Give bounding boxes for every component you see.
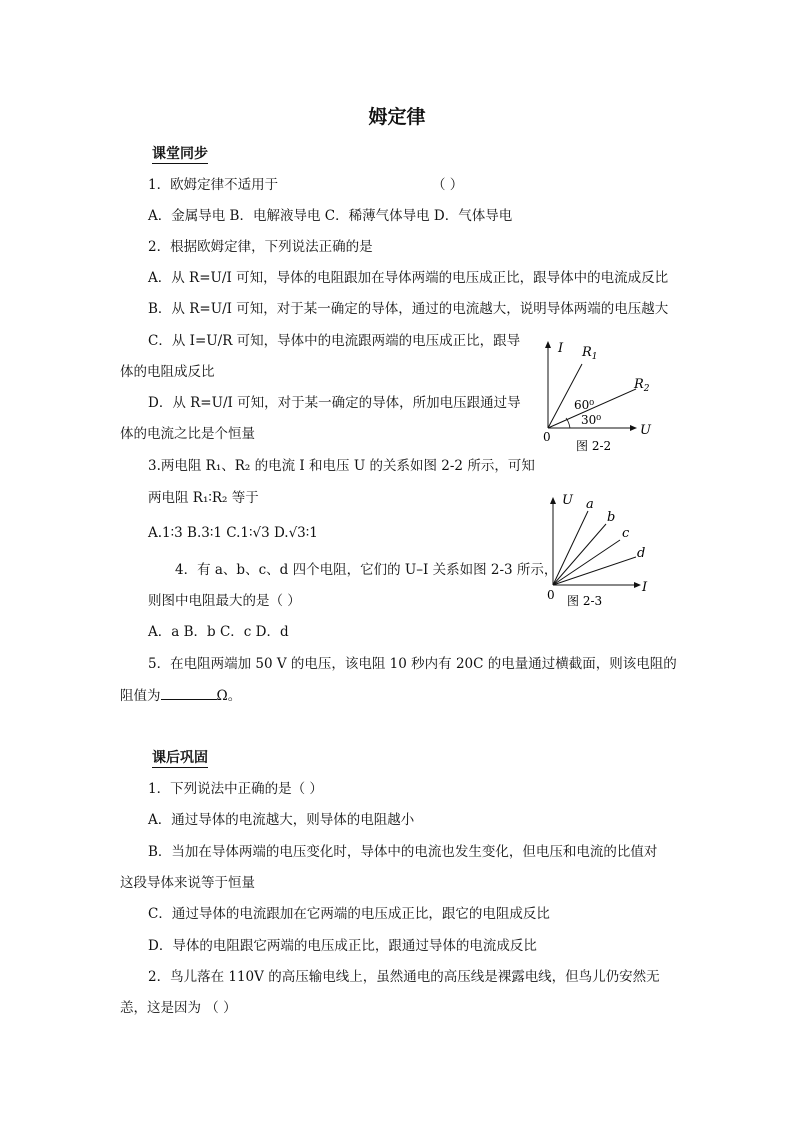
q4-stem-line1: 4．有 a、b、c、d 四个电阻，它们的 U–I 关系如图 2-3 所示，: [175, 562, 558, 578]
q2-option-c-line2: 体的电阻成反比: [120, 364, 215, 380]
s2-q1-option-d: D．导体的电阻跟它两端的电压成正比，跟通过导体的电流成反比: [148, 938, 537, 954]
fig23-label-b: b: [607, 510, 616, 525]
q2-option-a: A．从 R=U/I 可知，导体的电阻跟加在导体两端的电压成正比，跟导体中的电流成反比: [148, 270, 669, 286]
s2-q1-option-b-line1: B．当加在导体两端的电压变化时，导体中的电流也发生变化，但电压和电流的比值对: [148, 844, 658, 860]
section-heading-text: 课后巩固: [152, 750, 208, 766]
q3-options: A.1∶3 B.3∶1 C.1∶√3 D.√3∶1: [148, 525, 318, 541]
section-heading-after-class: [152, 749, 208, 768]
q1-options: A．金属导电 B．电解液导电 C．稀薄气体导电 D．气体导电: [148, 208, 513, 224]
q5-line2-suffix: Ω。: [216, 688, 242, 704]
s2-q2-line2: 恙，这是因为 （ ）: [120, 1000, 237, 1016]
q5-answer-blank[interactable]: [161, 687, 217, 700]
fig22-r2-label: $R_2$: [634, 377, 650, 394]
q1-stem: 1．欧姆定律不适用于: [148, 177, 279, 193]
q4-options: A．a B．b C．c D．d: [148, 624, 289, 640]
fig22-r1-label: $R_1$: [582, 345, 598, 362]
q5-line1: 5．在电阻两端加 50 V 的电压，该电阻 10 秒内有 20C 的电量通过横截面，则该电阻的: [148, 656, 677, 672]
q3-stem-line2: 两电阻 R₁∶R₂ 等于: [148, 490, 259, 506]
s2-q1-option-a: A．通过导体的电流越大，则导体的电阻越小: [148, 812, 415, 828]
q2-option-c-line1: C．从 I=U/R 可知，导体中的电流跟两端的电压成正比，跟导: [148, 333, 521, 349]
s2-q2-line1: 2．鸟儿落在 110V 的高压输电线上，虽然通电的高压线是裸露电线，但鸟儿仍安然无: [148, 969, 660, 985]
page-title: 姆定律: [368, 106, 426, 128]
s2-q1-option-c: C．通过导体的电流跟加在它两端的电压成正比，跟它的电阻成反比: [148, 906, 550, 922]
section-heading-text: 课堂同步: [152, 146, 208, 162]
figure-2-2: [536, 336, 686, 456]
q2-option-d-line1: D．从 R=U/I 可知，对于某一确定的导体，所加电压跟通过导: [148, 395, 521, 411]
fig22-angle-30: 30⁰: [581, 413, 602, 427]
fig22-angle-60: 60⁰: [574, 398, 595, 412]
figure-2-3: [540, 488, 670, 610]
q2-stem: 2．根据欧姆定律，下列说法正确的是: [148, 239, 373, 255]
fig23-label-c: c: [622, 526, 630, 541]
q2-option-b: B．从 R=U/I 可知，对于某一确定的导体，通过的电流越大，说明导体两端的电压越大: [148, 301, 669, 317]
fig23-x-label: I: [642, 580, 648, 595]
s2-q1-stem: 1．下列说法中正确的是（ ）: [148, 781, 323, 797]
fig22-y-label: I: [558, 341, 564, 356]
s2-q1-option-b-line2: 这段导体来说等于恒量: [120, 875, 255, 891]
section-heading-in-class: [152, 145, 208, 164]
fig23-label-d: d: [637, 546, 646, 561]
fig23-origin: 0: [547, 588, 555, 602]
fig23-line-a: [553, 511, 588, 585]
q2-option-d-line2: 体的电流之比是个恒量: [120, 426, 255, 442]
fig22-origin: 0: [543, 430, 551, 444]
q5-line2-prefix: 阻值为: [120, 688, 161, 704]
fig22-line-r1: [548, 364, 582, 428]
fig23-caption: 图 2-3: [567, 594, 603, 608]
q3-stem-line1: 3.两电阻 R₁、R₂ 的电流 I 和电压 U 的关系如图 2-2 所示，可知: [148, 458, 535, 474]
q4-stem-line2: 则图中电阻最大的是（ ）: [148, 593, 301, 609]
q1-answer-paren: （ ）: [432, 177, 464, 193]
fig23-label-a: a: [586, 497, 594, 512]
q5-line2: [120, 687, 241, 705]
fig22-caption: 图 2-2: [576, 439, 612, 453]
fig23-y-label: U: [562, 493, 573, 508]
fig22-x-label: U: [640, 423, 651, 438]
